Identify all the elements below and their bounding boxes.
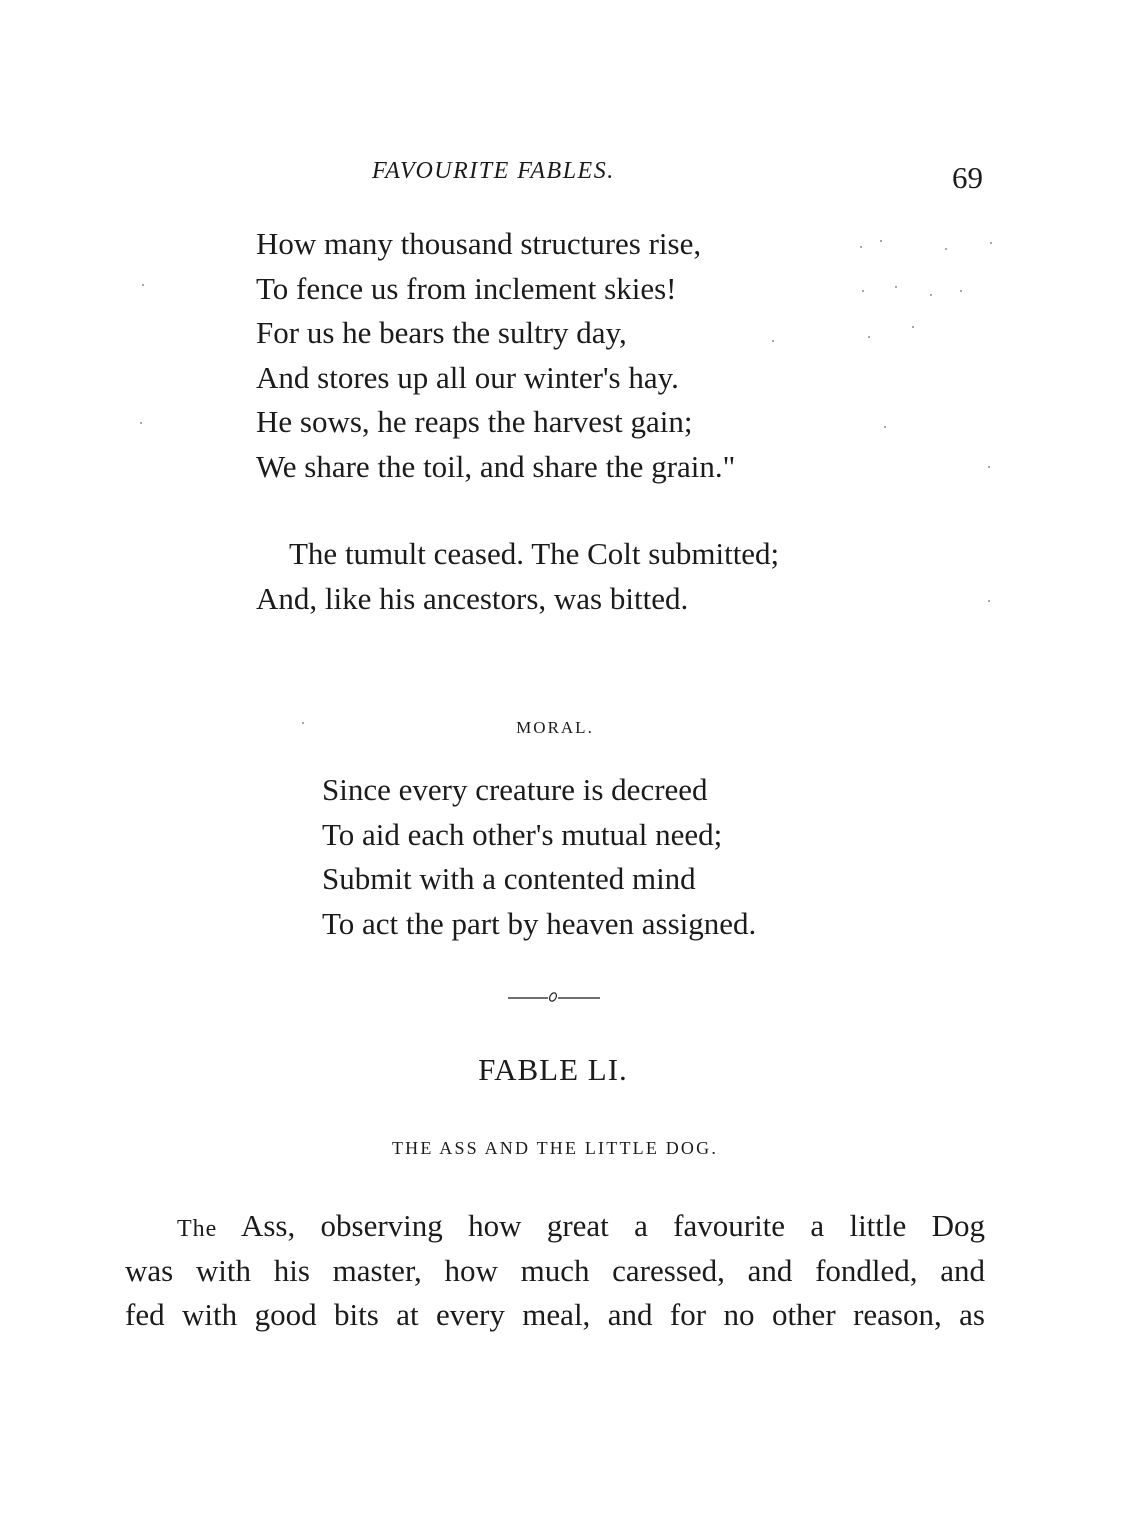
- moral-heading: MORAL.: [516, 718, 594, 737]
- verse-line: How many thousand structures rise,: [256, 226, 702, 261]
- paper-speck: [884, 426, 886, 428]
- prose-line: fed with good bits at every meal, and for no other reason, as: [125, 1297, 985, 1332]
- verse-stanza-2: [256, 532, 779, 621]
- paper-speck: [862, 290, 864, 292]
- running-header: [0, 158, 1123, 198]
- paper-speck: [912, 326, 914, 328]
- verse-stanza-1: [256, 222, 735, 489]
- paper-speck: [868, 336, 870, 338]
- paper-speck: [140, 422, 142, 424]
- prose-line: was with his master, how much caressed, and fondled, and: [125, 1252, 985, 1288]
- moral-line: Since every creature is decreed: [322, 772, 708, 807]
- paper-speck: [930, 294, 932, 296]
- paper-speck: [988, 466, 990, 468]
- paper-speck: [772, 340, 774, 342]
- verse-line: We share the toil, and share the grain.": [256, 448, 736, 484]
- section-divider-ornament: [508, 987, 600, 1007]
- running-title: FAVOURITE FABLES.: [372, 158, 615, 184]
- opening-word: The: [177, 1216, 218, 1242]
- paper-speck: [142, 284, 144, 286]
- verse-line: For us he bears the sultry day,: [256, 315, 627, 350]
- paper-speck: [988, 600, 990, 602]
- verse-line: And, like his ancestors, was bitted.: [256, 580, 689, 616]
- prose-text: Ass, observing how great a favourite a little Dog: [240, 1208, 985, 1243]
- paper-speck: [960, 290, 962, 292]
- fable-title: FABLE LI.: [478, 1052, 628, 1087]
- paper-speck: [302, 722, 304, 724]
- prose-line: [125, 1204, 985, 1249]
- paper-speck: [880, 240, 882, 242]
- paper-speck: [945, 248, 947, 250]
- paper-speck: [860, 246, 862, 248]
- moral-line: To aid each other's mutual need;: [322, 816, 723, 852]
- moral-line: Submit with a contented mind: [322, 861, 696, 896]
- fable-body: [125, 1204, 985, 1338]
- verse-line: He sows, he reaps the harvest gain;: [256, 404, 693, 439]
- page-number: 69: [952, 160, 983, 195]
- paper-speck: [895, 286, 897, 288]
- verse-line: To fence us from inclement skies!: [256, 270, 677, 306]
- moral-stanza: [322, 768, 756, 946]
- moral-line: To act the part by heaven assigned.: [322, 905, 757, 941]
- fable-subtitle: THE ASS AND THE LITTLE DOG.: [391, 1138, 719, 1158]
- paper-speck: [990, 242, 992, 244]
- verse-line: And stores up all our winter's hay.: [256, 359, 679, 395]
- verse-line: The tumult ceased. The Colt submitted;: [289, 536, 780, 571]
